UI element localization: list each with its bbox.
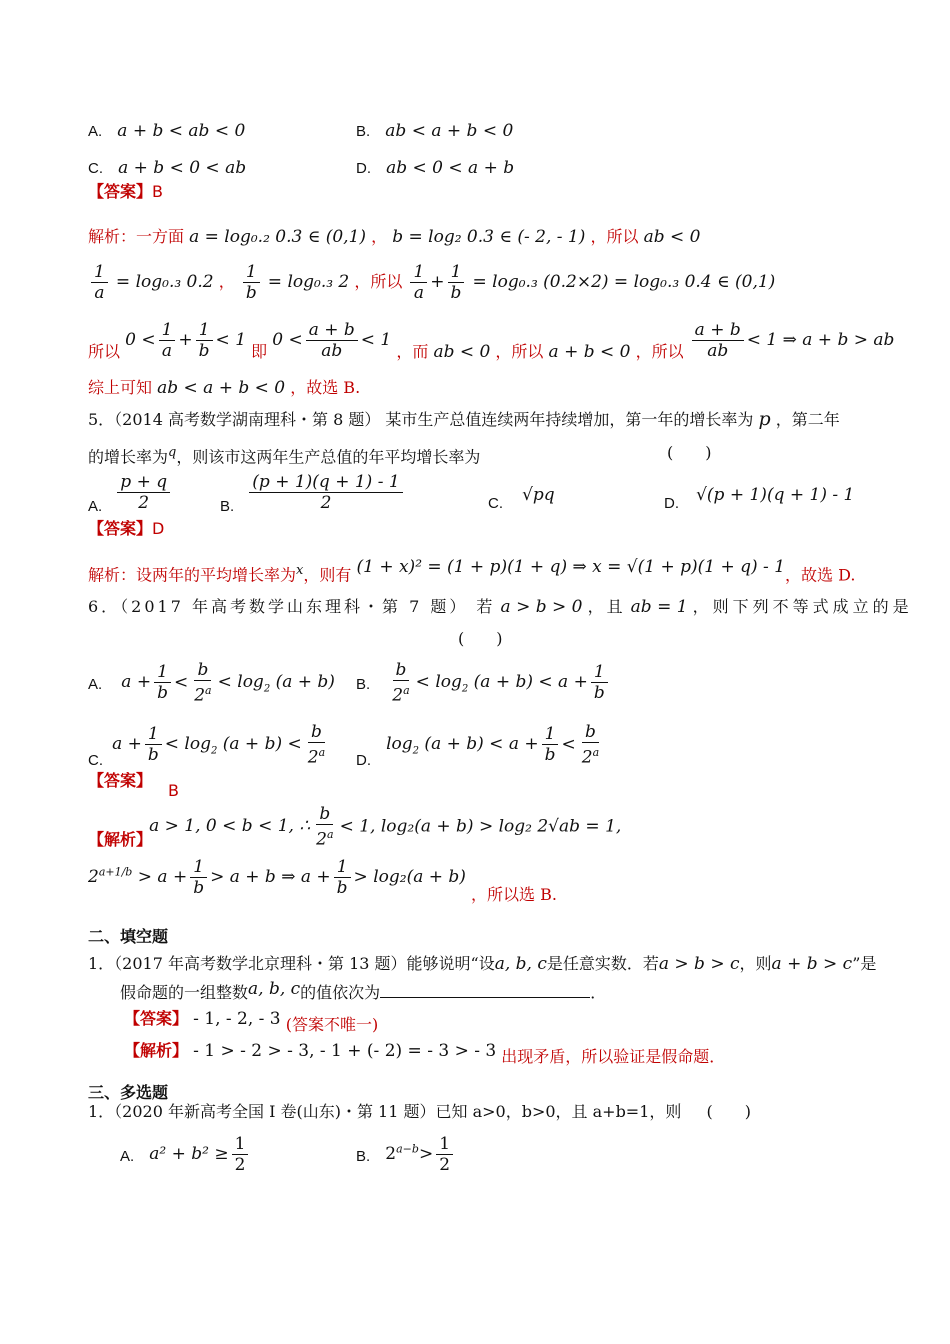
question-text: 6．（2017 年高考数学山东理科・第 7 题） 若	[88, 597, 496, 616]
solution-math: = log₀.₃ 2	[267, 272, 350, 292]
solution-text: ，所以	[354, 272, 403, 291]
question-text: 5．（2014 高考数学湖南理科・第 8 题） 某市生产总值连续两年持续增加，第一年的增长率为	[88, 410, 754, 429]
q5-answer-paren: ( )	[667, 443, 712, 462]
question-text: ，则该市这两年生产总值的年平均增长率为	[176, 447, 481, 467]
sec2-q1-answer	[124, 1008, 379, 1034]
solution-math: 0 <	[125, 330, 156, 350]
solution-text: ，	[371, 227, 388, 246]
question-text: 1．（2017 年高考数学北京理科・第 13 题）能够说明“设	[88, 954, 495, 973]
option-label: D.	[664, 495, 679, 512]
solution-text: ，所以选 B.	[471, 885, 557, 904]
solution-math: a > 1, 0 < b < 1, ∴	[149, 816, 311, 837]
answer-paren: ( )	[706, 1102, 751, 1121]
q6-answer-value	[168, 780, 179, 802]
answer-value: D	[152, 519, 165, 538]
q6-option-b: B. $\frac{b}{2^a}$ < $\log_2 (a + b) < a$ + $\frac{1}{b}$	[356, 660, 611, 706]
sec2-q1-line1	[88, 953, 876, 975]
answer-value: B	[168, 781, 179, 800]
question-text: 假命题的一组整数	[120, 983, 249, 1002]
q4-solution-line4	[88, 377, 360, 399]
solution-math: ab < a + b < 0	[157, 378, 286, 398]
solution-math: > log₂(a + b)	[353, 867, 466, 887]
solution-tag: 【解析】	[124, 1041, 189, 1060]
question-text: 的增长率为	[88, 447, 169, 467]
q4-option-b	[356, 120, 513, 143]
sec2-q1-line2	[120, 979, 607, 1004]
option-math: ab < a + b < 0	[385, 121, 514, 141]
option-label: C.	[488, 495, 503, 512]
option-label: A.	[88, 498, 103, 515]
q5-option-d	[664, 485, 855, 515]
solution-text: 解析：设两年的平均增长率为	[88, 565, 297, 585]
solution-math: = log₀.₃ (0.2×2) = log₀.₃ 0.4 ∈ (0,1)	[472, 272, 776, 292]
solution-math: < 1	[215, 330, 247, 350]
q6-solution-line2: $2^{a+1/b} > a$ + $\frac{1}{b}$ > a + b ⇒ a + $\frac{1}{b}$ > log₂(a + b) ，所以选 B.	[88, 857, 557, 904]
answer-tag: 【答案】	[88, 182, 153, 201]
q6-option-a: A. a + $\frac{1}{b}$ < $\frac{b}{2^a}$ < $\log_2 (a + b)$	[88, 660, 335, 706]
solution-math: < 1, log₂(a + b) > log₂ 2√ab = 1,	[339, 816, 622, 837]
solution-math: - 1 > - 2 > - 3, - 1 + (- 2) = - 3 > - 3	[193, 1041, 497, 1061]
option-label: D.	[356, 160, 371, 177]
solution-math: (1 + x)² = (1 + p)(1 + q) ⇒ x = √(1 + p)(1 + q) - 1	[356, 557, 786, 578]
solution-text: 即	[251, 342, 268, 361]
solution-text: ，所以	[635, 342, 684, 361]
option-math: √pq	[522, 485, 555, 505]
q6-option-c: C. a + $\frac{1}{b}$ < $\log_2 (a + b)$ < $\frac{b}{2^a}$	[88, 722, 326, 770]
solution-math: ab < 0	[643, 227, 701, 247]
question-text: ，且	[587, 597, 626, 616]
question-math: q	[168, 445, 177, 460]
solution-math: = log₀.₃ 0.2	[115, 272, 214, 292]
solution-text: 解析：一方面	[88, 227, 185, 246]
solution-text: ，所以	[495, 342, 544, 361]
section-heading-fill-blank: 二、填空题	[88, 927, 169, 946]
answer-tag: 【答案】	[88, 519, 153, 538]
question-text: ．	[590, 983, 607, 1002]
question-text: ，第二年	[775, 410, 840, 429]
question-math: a + b > c	[771, 954, 853, 974]
sec3-option-a	[120, 1134, 251, 1175]
q5-solution	[88, 557, 856, 586]
solution-text: 所以	[88, 342, 121, 361]
answer-value: B	[152, 182, 163, 201]
section-heading-multi-choice: 三、多选题	[88, 1083, 169, 1102]
q4-answer	[88, 181, 163, 203]
question-text: ，则下列不等式成立的是	[692, 597, 913, 616]
solution-math: 0 <	[272, 330, 303, 350]
fraction-1-over-b: $\frac{1}{b}$	[196, 320, 213, 361]
question-text: ”是	[852, 954, 877, 973]
q4-solution-line3: 所以 0 < $\frac{1}{a}$ + $\frac{1}{b}$ < 1 即 0 < $\frac{a + b}{ab}$ < 1 ，而 ab < 0 ，所以 a + b < 0 ，所以 $\frac{a + b}{ab}$ < 1 ⇒ a + b > ab	[88, 320, 895, 362]
solution-math: > a + b ⇒ a +	[210, 867, 331, 887]
q5-option-b	[220, 472, 406, 513]
solution-math: b = log₂ 0.3 ∈ (- 2, - 1)	[392, 227, 586, 247]
option-label: B.	[356, 676, 371, 694]
question-math: a, b, c	[494, 954, 547, 974]
solution-text: ，所以	[590, 227, 639, 246]
answer-tag: 【答案】	[88, 771, 153, 790]
fraction-1-over-a: $\frac{1}{a}$	[410, 262, 427, 303]
fraction-one-half: $\frac{1}{2}$	[436, 1134, 453, 1175]
fraction-one-half: $\frac{1}{2}$	[232, 1134, 249, 1175]
fraction-1-over-b: $\frac{1}{b}$	[448, 262, 465, 303]
q4-solution-line1	[88, 226, 700, 248]
q5-option-a	[88, 472, 173, 513]
option-label: C.	[88, 752, 103, 770]
sec3-option-b: B. $2^{a-b}>$ $\frac{1}{2}$	[356, 1134, 456, 1175]
answer-tag: 【答案】	[124, 1009, 189, 1028]
option-math: a + b < ab < 0	[117, 121, 246, 141]
option-math: a² + b² ≥	[149, 1144, 229, 1164]
answer-math: - 1, - 2, - 3	[193, 1009, 281, 1029]
q6-solution-line1: 【解析】 a > 1, 0 < b < 1, ∴ $\frac{b}{2^a}$ < 1, log₂(a + b) > log₂ 2√ab = 1,	[88, 804, 622, 850]
question-text: 的值依次为	[300, 983, 381, 1002]
q5-stem-line1	[88, 408, 840, 431]
answer-note: (答案不唯一)	[285, 1015, 379, 1034]
option-label: C.	[88, 160, 103, 177]
option-label: A.	[88, 676, 103, 694]
fraction-1-over-a: $\frac{1}{a}$	[159, 320, 176, 361]
solution-text: ，故选 D.	[785, 565, 856, 585]
question-math: ab = 1	[630, 597, 688, 617]
question-math: a > b > 0	[500, 597, 583, 617]
solution-text: ，故选 B.	[290, 378, 361, 397]
option-math: a + b < 0 < ab	[118, 158, 247, 178]
option-label: B.	[356, 1148, 371, 1165]
solution-text: ，则有	[303, 565, 352, 585]
question-math: a, b, c	[248, 979, 301, 999]
question-math: p	[758, 408, 771, 430]
q5-answer	[88, 518, 164, 540]
solution-math: < 1	[360, 330, 392, 350]
sec2-q1-solution	[124, 1040, 726, 1066]
option-math: >	[418, 1144, 434, 1164]
sec3-q1-stem	[88, 1101, 751, 1123]
fraction-sum-over-product: $\frac{a + b}{ab}$	[692, 320, 744, 361]
q6-stem	[88, 596, 913, 618]
solution-math: a + b < 0	[548, 342, 631, 362]
question-text: 是任意实数．若	[546, 954, 659, 973]
solution-text: ，而	[396, 342, 429, 361]
solution-text: 综上可知	[88, 378, 153, 397]
q5-option-c	[488, 485, 555, 515]
option-fraction: $\frac{(p + 1)(q + 1) - 1}{2}$	[249, 472, 402, 513]
q4-option-a	[88, 120, 245, 143]
question-text: ，则	[739, 954, 772, 973]
solution-text: ，	[218, 272, 235, 291]
solution-math: x	[296, 563, 304, 578]
option-fraction: $\frac{p + q}{2}$	[117, 472, 170, 513]
option-label: B.	[220, 498, 235, 515]
solution-math: ab < 0	[433, 342, 491, 362]
answer-blank[interactable]	[380, 983, 590, 998]
solution-text: 出现矛盾，所以验证是假命题．	[501, 1047, 726, 1066]
question-text: 1．（2020 年新高考全国 I 卷(山东)・第 11 题）已知 a>0，b>0，且 a+b=1，则	[88, 1102, 682, 1121]
q4-option-d	[356, 157, 514, 180]
option-math: √(p + 1)(q + 1) - 1	[696, 485, 855, 505]
q6-answer-tag	[88, 770, 152, 792]
q5-stem-line2	[88, 442, 480, 468]
option-label: A.	[88, 123, 103, 140]
fraction-sum-over-product: $\frac{a + b}{ab}$	[306, 320, 358, 361]
option-label: D.	[356, 752, 371, 770]
q4-solution-line2: $\frac{1}{a}$ = log₀.₃ 0.2 ， $\frac{1}{b}$ = log₀.₃ 2 ，所以 $\frac{1}{a}$ + $\frac{1}{b}$ = log₀.₃ (0.2×2) = log₀.₃ 0.4 ∈ (0,1)	[88, 262, 775, 303]
option-label: A.	[120, 1148, 135, 1165]
solution-math: < 1 ⇒ a + b > ab	[746, 330, 895, 350]
q6-answer-paren: ( )	[458, 629, 503, 648]
q6-option-d: D. $\log_2 (a + b) < a$ + $\frac{1}{b}$ < $\frac{b}{2^a}$	[356, 722, 600, 770]
solution-tag: 【解析】	[88, 830, 153, 850]
solution-math: a = log₀.₂ 0.3 ∈ (0,1)	[189, 227, 367, 247]
fraction-1-over-b: $\frac{1}{b}$	[243, 262, 260, 303]
fraction-1-over-a: $\frac{1}{a}$	[91, 262, 108, 303]
q4-option-c	[88, 157, 246, 180]
option-label: B.	[356, 123, 371, 140]
question-math: a > b > c	[658, 954, 740, 974]
option-math: ab < 0 < a + b	[386, 158, 515, 178]
